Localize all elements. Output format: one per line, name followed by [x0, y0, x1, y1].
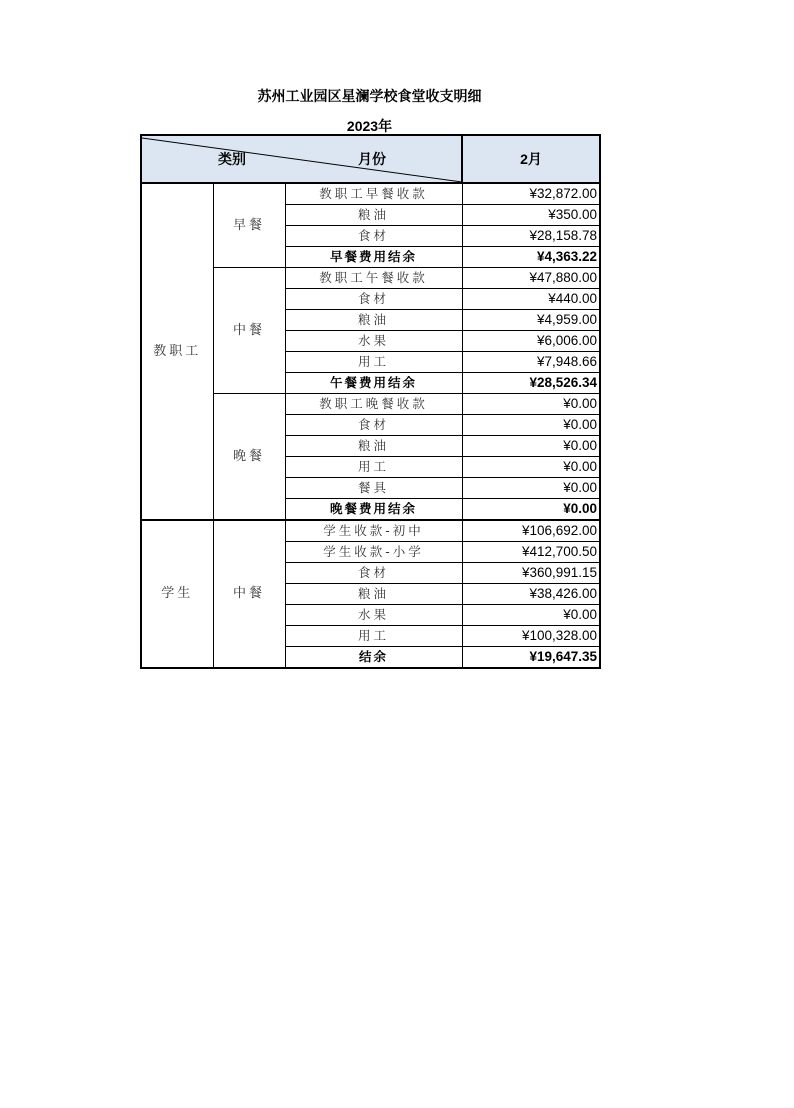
item-cell: 粮油	[285, 310, 462, 331]
item-cell: 食材	[285, 289, 462, 310]
amount-cell: ¥0.00	[462, 394, 600, 415]
amount-cell: ¥47,880.00	[462, 268, 600, 289]
amount-cell: ¥360,991.15	[462, 563, 600, 584]
item-cell: 粮油	[285, 436, 462, 457]
amount-cell: ¥28,526.34	[462, 373, 600, 394]
group-cell: 教职工	[141, 183, 213, 520]
meal-cell: 中餐	[213, 268, 285, 394]
item-cell: 水果	[285, 605, 462, 626]
amount-cell: ¥0.00	[462, 415, 600, 436]
amount-cell: ¥4,959.00	[462, 310, 600, 331]
item-cell: 结余	[285, 647, 462, 669]
amount-cell: ¥32,872.00	[462, 183, 600, 205]
table-body	[141, 183, 600, 668]
item-cell: 学生收款-初中	[285, 520, 462, 542]
item-cell: 粮油	[285, 205, 462, 226]
item-cell: 水果	[285, 331, 462, 352]
amount-cell: ¥412,700.50	[462, 542, 600, 563]
amount-cell: ¥7,948.66	[462, 352, 600, 373]
header-month-label: 月份	[358, 152, 386, 168]
header-month: 2月	[462, 135, 600, 183]
amount-cell: ¥28,158.78	[462, 226, 600, 247]
amount-cell: ¥19,647.35	[462, 647, 600, 669]
amount-cell: ¥0.00	[462, 478, 600, 499]
item-cell: 教职工早餐收款	[285, 183, 462, 205]
ledger-table	[140, 134, 601, 669]
amount-cell: ¥0.00	[462, 457, 600, 478]
table-row	[141, 183, 600, 205]
amount-cell: ¥106,692.00	[462, 520, 600, 542]
amount-cell: ¥100,328.00	[462, 626, 600, 647]
amount-cell: ¥6,006.00	[462, 331, 600, 352]
item-cell: 用工	[285, 457, 462, 478]
header-category: 类别	[218, 152, 246, 168]
year-label: 2023年	[346, 118, 393, 134]
meal-cell: 晚餐	[213, 394, 285, 521]
amount-cell: ¥4,363.22	[462, 247, 600, 268]
diagonal-header-cell	[141, 135, 462, 183]
diagonal-line	[142, 136, 462, 182]
header-row	[141, 135, 600, 183]
item-cell: 食材	[285, 563, 462, 584]
item-cell: 教职工晚餐收款	[285, 394, 462, 415]
table-row	[141, 520, 600, 542]
item-cell: 晚餐费用结余	[285, 499, 462, 521]
amount-cell: ¥38,426.00	[462, 584, 600, 605]
meal-cell: 早餐	[213, 183, 285, 268]
item-cell: 餐具	[285, 478, 462, 499]
amount-cell: ¥440.00	[462, 289, 600, 310]
item-cell: 用工	[285, 352, 462, 373]
item-cell: 粮油	[285, 584, 462, 605]
amount-cell: ¥350.00	[462, 205, 600, 226]
page-title: 苏州工业园区星澜学校食堂收支明细	[257, 89, 482, 105]
group-cell: 学生	[141, 520, 213, 668]
item-cell: 用工	[285, 626, 462, 647]
amount-cell: ¥0.00	[462, 499, 600, 521]
amount-cell: ¥0.00	[462, 436, 600, 457]
item-cell: 早餐费用结余	[285, 247, 462, 268]
meal-cell: 中餐	[213, 520, 285, 668]
item-cell: 学生收款-小学	[285, 542, 462, 563]
item-cell: 食材	[285, 415, 462, 436]
item-cell: 食材	[285, 226, 462, 247]
item-cell: 午餐费用结余	[285, 373, 462, 394]
amount-cell: ¥0.00	[462, 605, 600, 626]
item-cell: 教职工午餐收款	[285, 268, 462, 289]
